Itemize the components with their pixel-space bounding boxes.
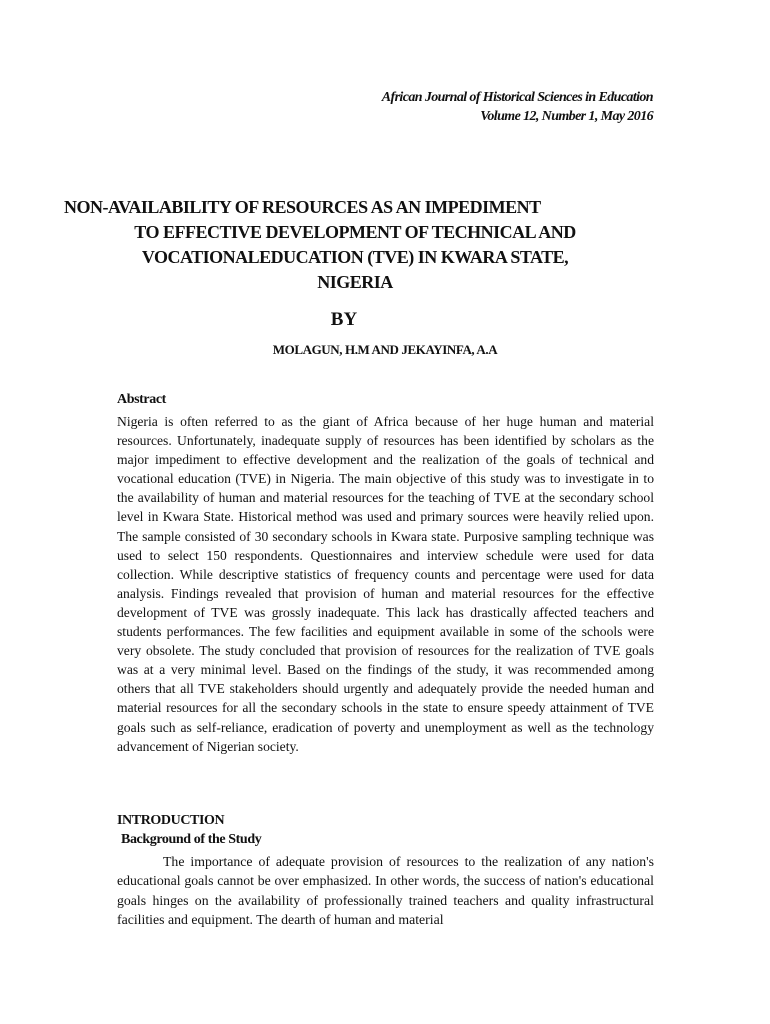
volume-info: Volume 12, Number 1, May 2016 — [480, 109, 653, 124]
by-line: BY — [330, 309, 358, 330]
journal-name: African Journal of Historical Sciences in Education — [381, 90, 653, 105]
title-line-4: NIGERIA — [317, 272, 393, 292]
authors: MOLAGUN, H.M AND JEKAYINFA, A.A — [272, 342, 498, 357]
abstract-text: Nigeria is often referred to as the giant of Africa because of her huge human and material resources. Unfortunately, inadequate supply of resources has been identified by scholars as the major impediment to effective development and the realization of the goals of technical and vocational education (TVE) in Nigeria. The main objective of this study was to investigate in to the availability of human and material resources for the teaching of TVE at the secondary school level in Kwara State. Historical method was used and primary sources were heavily relied upon. The sample consisted of 30 secondary schools in Kwara state. Purposive sampling technique was used to select 150 respondents. Questionnaires and interview schedule were used for data collection. While descriptive statistics of frequency counts and percentage were used for data analysis. Findings revealed that provision of human and material resources for the effective development of TVE was grossly inadequate. This lack has drastically affected teachers and students performances. The few facilities and equipment available in some of the schools were very obsolete. The study concluded that provision of resources for the realization of TVE goals was at a very minimal level. Based on the findings of the study, it was recommended among others that all TVE stakeholders should urgently and adequately provide the needed human and material resources for all the secondary schools in the state to ensure speedy attainment of TVE goals such as self-reliance, eradication of poverty and unemployment as well as the technology advancement of Nigerian society. — [117, 414, 654, 754]
abstract-heading: Abstract — [117, 392, 166, 407]
introduction-text: The importance of adequate provision of resources to the realization of any nation's educational goals cannot be over emphasized. In other words, the success of nation's educational goals hinges on the availability of professionally trained teachers and quality infrastructural facilities and equipment. The dearth of human and material — [117, 854, 654, 928]
article-title — [60, 195, 650, 295]
background-subheading: Background of the Study — [121, 832, 262, 847]
title-line-3: VOCATIONALEDUCATION (TVE) IN KWARA STATE, — [141, 247, 569, 267]
journal-header — [382, 88, 653, 126]
title-line-2: TO EFFECTIVE DEVELOPMENT OF TECHNICAL AND — [134, 222, 576, 242]
introduction-heading: INTRODUCTION — [117, 813, 225, 828]
title-line-1: NON-AVAILABILITY OF RESOURCES AS AN IMPEDIMENT — [64, 197, 541, 217]
